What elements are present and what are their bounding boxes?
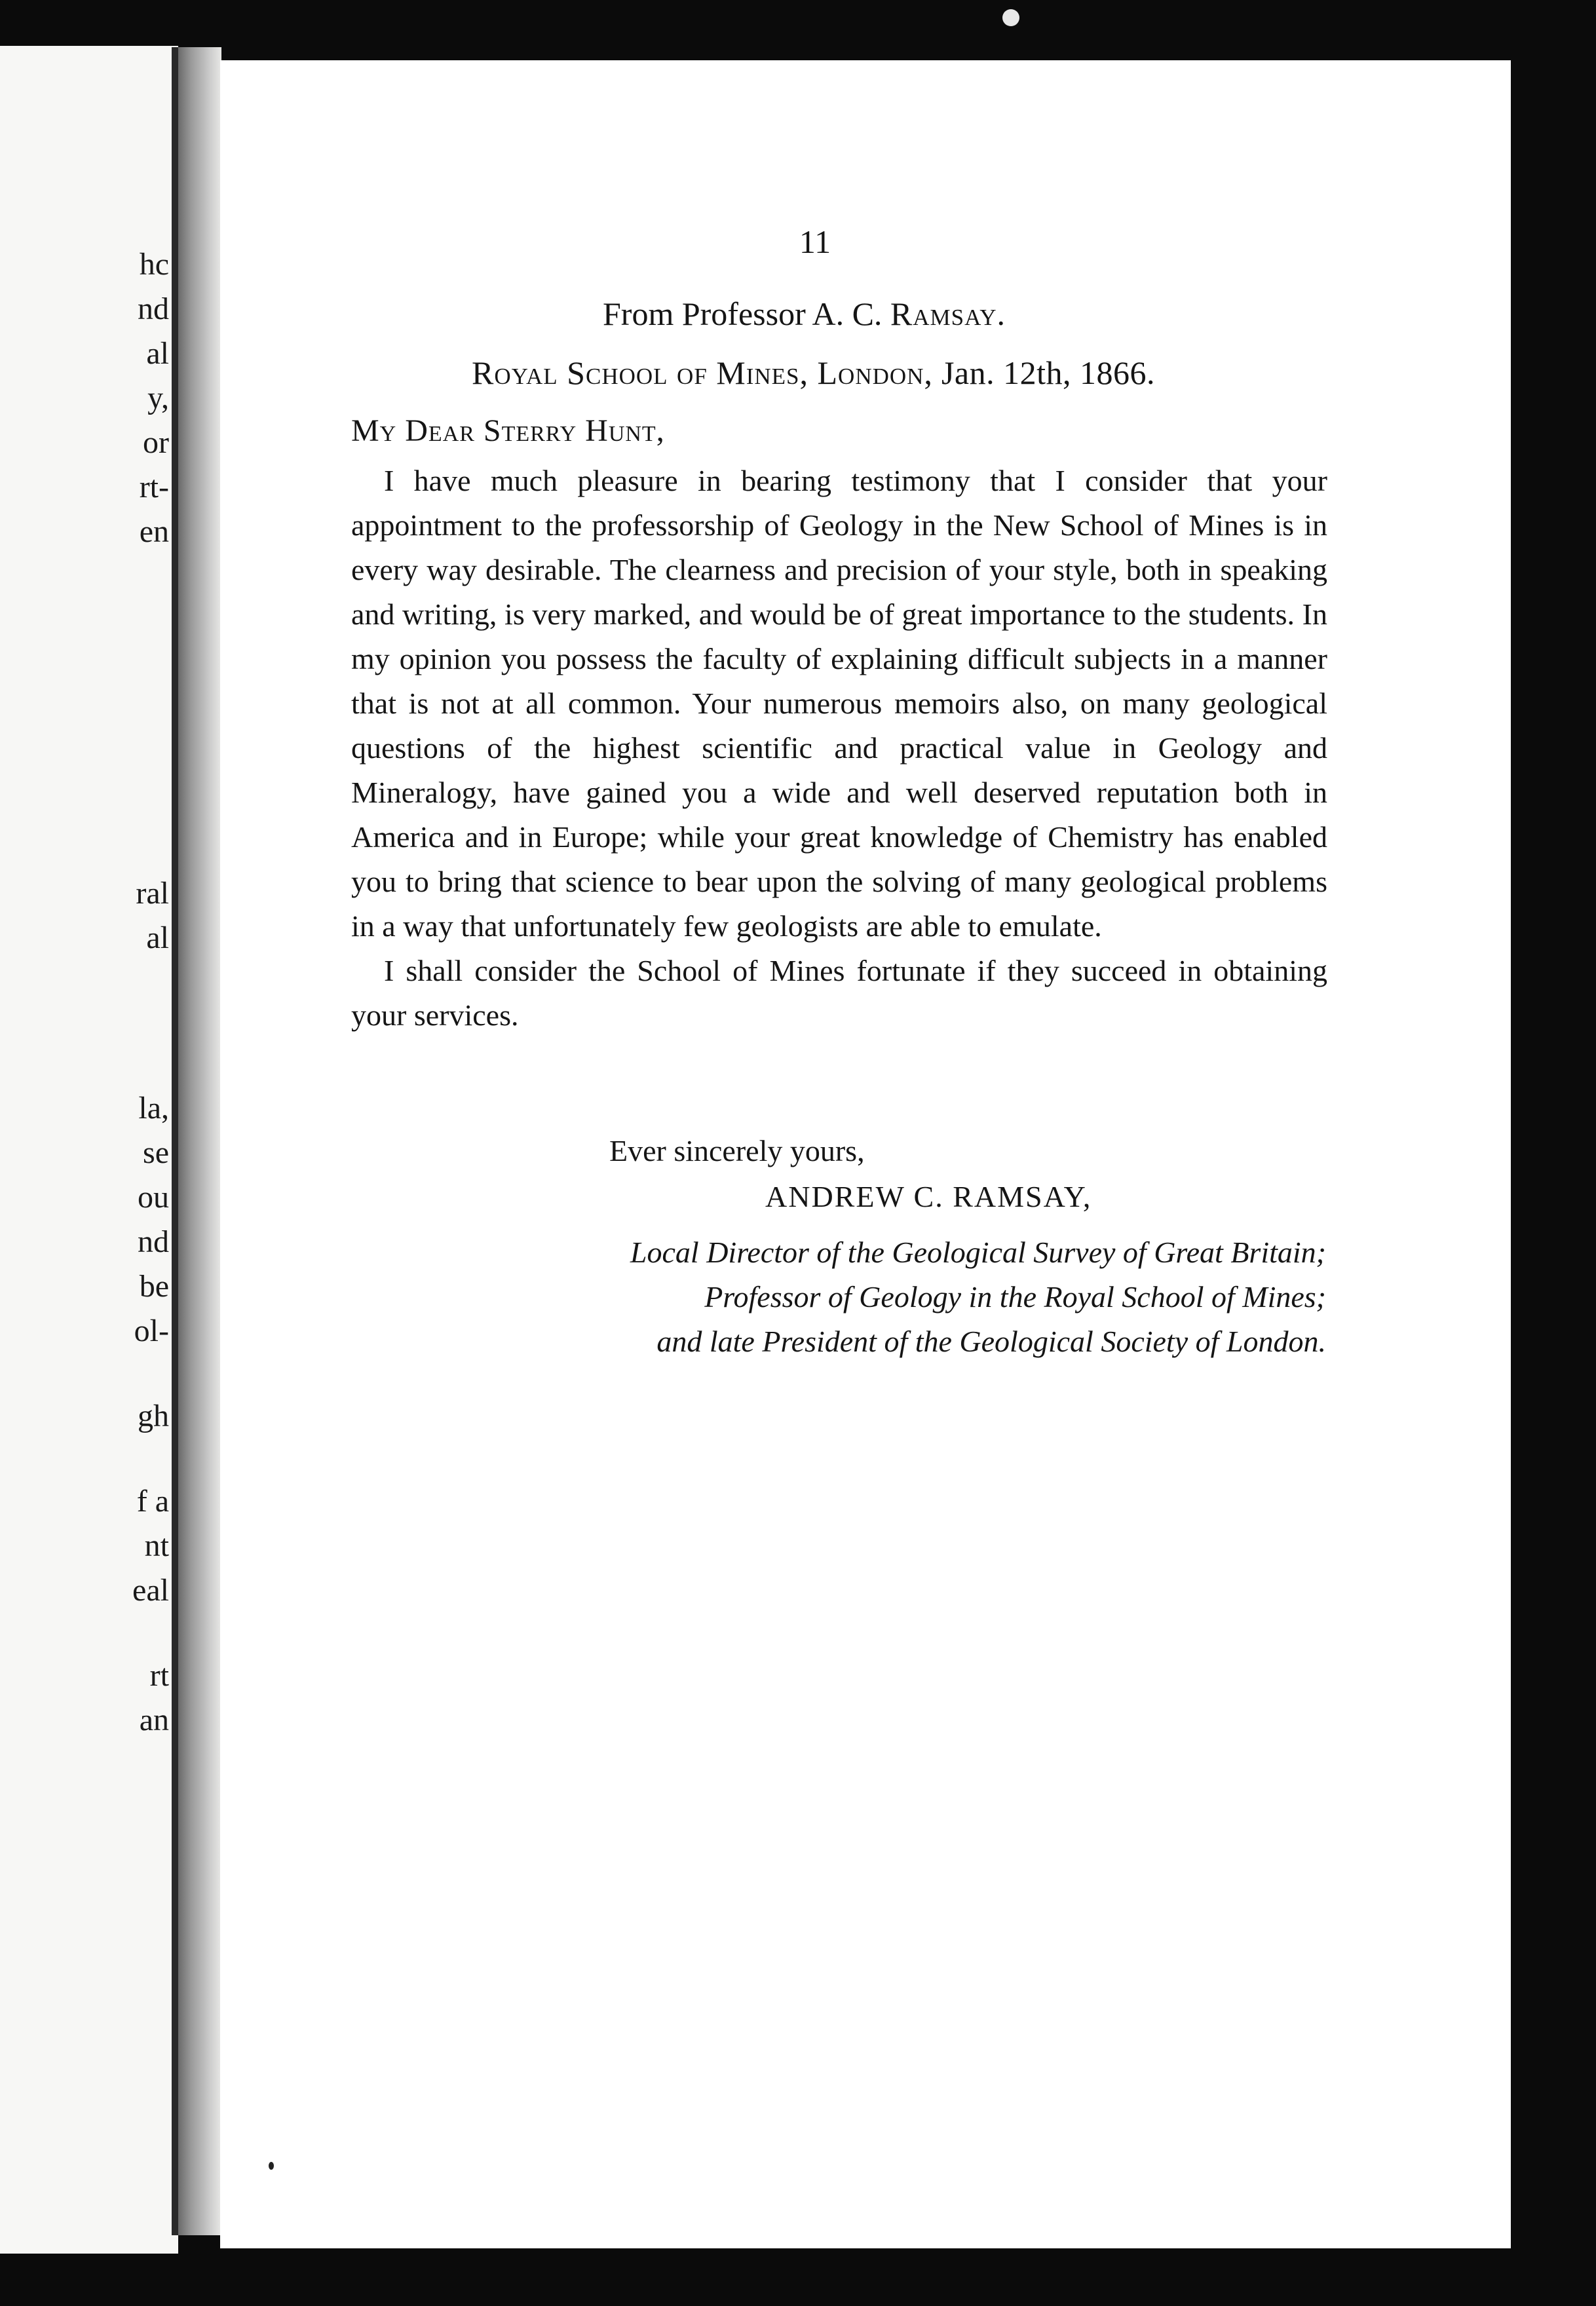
page-number: 11 (799, 223, 831, 260)
previous-page-fragment: se (143, 1135, 169, 1170)
letter-address-place: Royal School of Mines, London, (472, 354, 933, 391)
previous-page-fragment: hc (139, 247, 169, 282)
letter-signature: ANDREW C. RAMSAY, (765, 1180, 1092, 1213)
scan-speck (269, 2162, 274, 2170)
scan-speck (1002, 9, 1019, 26)
previous-page-fragment: nt (144, 1528, 169, 1563)
previous-page-fragment: ol- (134, 1314, 169, 1348)
letter-salutation: My Dear Sterry Hunt, (351, 413, 665, 448)
letter-closing: Ever sincerely yours, (609, 1134, 865, 1167)
signer-title-line: Professor of Geology in the Royal School of Mines; (704, 1280, 1326, 1314)
previous-page-fragment: y, (147, 381, 169, 415)
letter-body (351, 459, 1327, 1038)
previous-page-fragment: ou (138, 1180, 169, 1215)
letter-date: Jan. 12th, 1866. (932, 354, 1155, 391)
previous-page-fragment: al (146, 336, 169, 371)
previous-page-fragment: f a (136, 1484, 169, 1519)
previous-page-fragment: gh (138, 1399, 169, 1433)
previous-page-fragment: ral (136, 876, 169, 911)
previous-page-fragment: rt- (139, 470, 169, 504)
previous-page-fragment: la, (138, 1091, 169, 1125)
page-gutter-shadow (178, 47, 221, 2235)
previous-page-fragment: en (139, 514, 169, 549)
letter-paragraph: I have much pleasure in bearing testimony that I consider that your appointment to the professorship of Geology in the New School of Mines is in every way desirable. The clearness and precision of your style, both in speaking and writing, is very marked, and would be of great importance to the students. In my opinion you possess the faculty of explaining difficult subjects in a manner that is not at all common. Your numerous memoirs also, on many geological questions of the highest scientific and practical value in Geology and Mineralogy, have gained you a wide and well deserved reputation both in America and in Europe; while your great knowledge of Chemistry has enabled you to bring that science to bear upon the solving of many geological problems in a way that unfortunately few geologists are able to emulate. (351, 464, 1327, 943)
previous-page-fragment: an (139, 1703, 169, 1737)
previous-page-text-fragments (0, 46, 178, 2254)
letter-heading-name: Ramsay. (890, 295, 1006, 332)
previous-page-fragment: rt (149, 1658, 169, 1693)
previous-page-fragment: or (143, 425, 169, 460)
previous-page-fragment: nd (138, 292, 169, 326)
previous-page-edge (0, 46, 178, 2254)
previous-page-fragment: al (146, 920, 169, 955)
letter-address (472, 354, 1155, 392)
previous-page-fragment: eal (132, 1573, 169, 1608)
previous-page-fragment: nd (138, 1224, 169, 1259)
letter-heading-prefix: From Professor A. C. (603, 295, 890, 332)
letter-heading (603, 295, 1006, 333)
signer-title-line: Local Director of the Geological Survey of Great Britain; (630, 1236, 1326, 1269)
previous-page-fragment: be (139, 1269, 169, 1304)
letter-paragraph: I shall consider the School of Mines fortunate if they succeed in obtaining your services. (351, 954, 1327, 1032)
signer-titles (630, 1230, 1326, 1364)
signer-title-line: and late President of the Geological Society of London. (656, 1325, 1326, 1358)
